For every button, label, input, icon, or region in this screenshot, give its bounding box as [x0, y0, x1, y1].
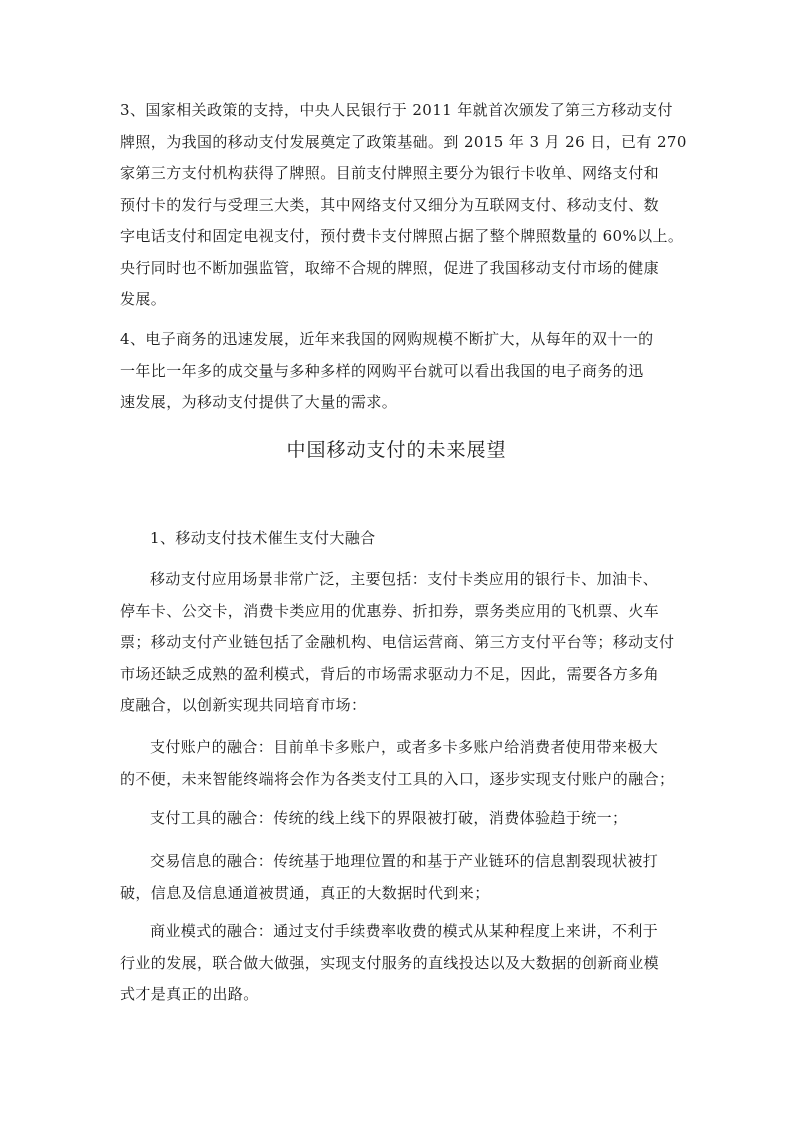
text-line: 家第三方支付机构获得了牌照。目前支付牌照主要分为银行卡收单、网络支付和 — [120, 164, 660, 182]
paragraph-business-model-fusion — [120, 916, 680, 1011]
text-line: 发展。 — [120, 290, 167, 308]
text-line: 一年比一年多的成交量与多种多样的网购平台就可以看出我国的电子商务的迅 — [120, 361, 644, 380]
paragraph-ecommerce-growth — [120, 324, 680, 419]
text-line: 破，信息及信息通道被贯通，真正的大数据时代到来； — [120, 883, 490, 902]
subsection-heading: 1、移动支付技术催生支付大融合 — [150, 529, 376, 547]
section-heading: 中国移动支付的未来展望 — [286, 439, 507, 461]
text-line: 市场还缺乏成熟的盈利模式，背后的市场需求驱动力不足，因此，需要各方多角 — [120, 664, 660, 683]
text-line: 度融合，以创新实现共同培育市场： — [120, 696, 367, 714]
paragraph-account-fusion — [120, 732, 680, 795]
text-line: 票；移动支付产业链包括了金融机构、电信运营商、第三方支付平台等；移动支付 — [120, 633, 675, 651]
paragraph-info-fusion — [120, 846, 680, 909]
text-line: 4、电子商务的迅速发展，近年来我国的网购规模不断扩大，从每年的双十一的 — [120, 330, 654, 348]
text-line: 支付账户的融合：目前单卡多账户，或者多卡多账户给消费者使用带来极大 — [150, 738, 659, 756]
text-line: 移动支付应用场景非常广泛，主要包括：支付卡类应用的银行卡、加油卡、 — [150, 570, 659, 588]
paragraph-policy-support — [120, 95, 687, 316]
text-line: 牌照，为我国的移动支付发展奠定了政策基础。到 2015 年 3 月 26 日，已有 270 — [120, 132, 687, 151]
paragraph-tool-fusion — [120, 803, 680, 835]
text-line: 停车卡、公交卡，消费卡类应用的优惠券、折扣券，票务类应用的飞机票、火车 — [120, 601, 660, 620]
text-line: 行业的发展，联合做大做强，实现支付服务的直线投达以及大数据的创新商业模 — [120, 953, 660, 972]
text-line: 央行同时也不断加强监管，取缔不合规的牌照，促进了我国移动支付市场的健康 — [120, 258, 660, 277]
text-line: 支付工具的融合：传统的线上线下的界限被打破，消费体验趋于统一； — [150, 809, 628, 827]
text-line: 式才是真正的出路。 — [120, 985, 259, 1003]
text-line: 字电话支付和固定电视支付，预付费卡支付牌照占据了整个牌照数量的 60%以上。 — [120, 227, 684, 245]
text-line: 预付卡的发行与受理三大类，其中网络支付又细分为互联网支付、移动支付、数 — [120, 195, 660, 214]
paragraph-application-scenarios — [120, 564, 680, 722]
text-line: 速发展，为移动支付提供了大量的需求。 — [120, 393, 398, 411]
text-line: 交易信息的融合：传统基于地理位置的和基于产业链环的信息割裂现状被打 — [150, 852, 659, 870]
text-line: 3、国家相关政策的支持，中央人民银行于 2011 年就首次颁发了第三方移动支付 — [120, 101, 673, 119]
text-line: 的不便，未来智能终端将会作为各类支付工具的入口，逐步实现支付账户的融合； — [120, 769, 675, 788]
text-line: 商业模式的融合：通过支付手续费率收费的模式从某种程度上来讲，不利于 — [150, 922, 659, 940]
